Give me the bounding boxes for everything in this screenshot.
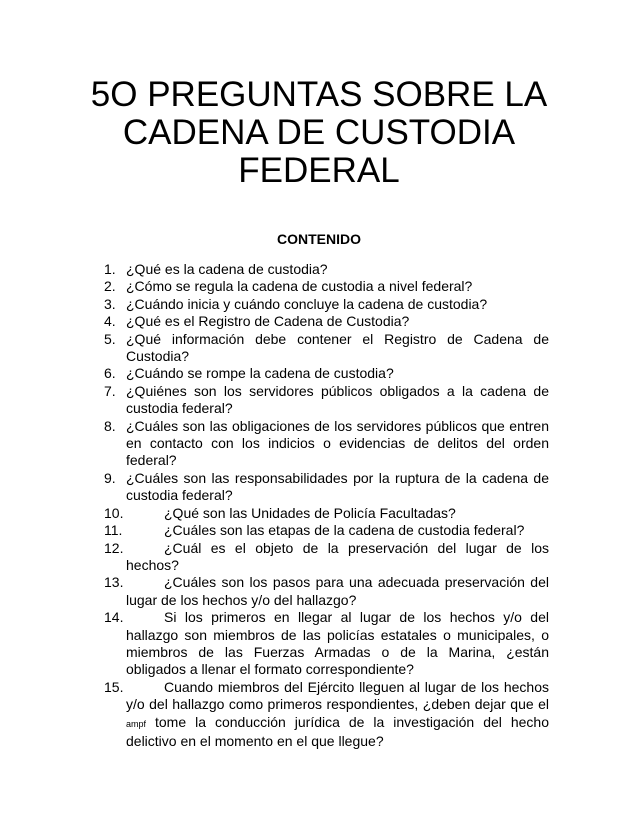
- item-text: Si los primeros en llegar al lugar de los hechos y/o del hallazgo son miembros de las policías estatales o municipales, o miembros de las Fuerzas Armadas o de la Marina, ¿están obligados a llenar el formato correspondiente?: [126, 609, 549, 678]
- item-number: 12.: [104, 539, 124, 556]
- item-number: 3.: [104, 295, 116, 312]
- list-item: [104, 540, 549, 575]
- item-text: ¿Qué son las Unidades de Policía Facultadas?: [164, 504, 456, 521]
- item-text-part: tome la conducción jurídica de la investigación del hecho delictivo en el momento en el que llegue?: [126, 713, 549, 749]
- item-text-part: Cuando miembros del Ejército lleguen al lugar de los hechos y/o del hallazgo como primeros respondientes, ¿deben dejar que el: [126, 678, 549, 713]
- item-text: ¿Cuáles son las responsabilidades por la ruptura de la cadena de custodia federal?: [126, 469, 549, 504]
- list-item: [104, 470, 549, 505]
- item-text: [126, 679, 549, 749]
- item-number: 15.: [104, 678, 124, 695]
- list-item: [104, 313, 549, 330]
- document-title: [60, 76, 578, 190]
- item-text: ¿Cuáles son los pasos para una adecuada preservación del lugar de los hechos y/o del hallazgo?: [126, 574, 549, 608]
- item-number: 9.: [104, 469, 116, 486]
- item-text: ¿Cuáles son las obligaciones de los servidores públicos que entren en contacto con los indicios o evidencias de delitos del orden federal?: [126, 417, 549, 469]
- item-text: ¿Qué es la cadena de custodia?: [126, 261, 328, 277]
- list-item: [104, 278, 549, 295]
- list-item: [104, 383, 549, 418]
- list-item: [104, 296, 549, 313]
- item-number: 11.: [104, 522, 123, 539]
- list-item: [104, 574, 549, 609]
- item-number: 13.: [104, 574, 124, 591]
- item-number: 6.: [104, 365, 116, 382]
- item-number: 5.: [104, 330, 116, 347]
- item-text: ¿Cuándo se rompe la cadena de custodia?: [126, 365, 394, 382]
- item-number: 1.: [104, 261, 116, 277]
- list-item: [104, 418, 549, 470]
- item-text: ¿Qué es el Registro de Cadena de Custodia?: [126, 313, 410, 330]
- item-number: 7.: [104, 382, 116, 399]
- question-list: [104, 261, 549, 750]
- item-text: ¿Cuál es el objeto de la preservación del lugar de los hechos?: [126, 539, 549, 573]
- title-line: CADENA DE CUSTODIA: [122, 113, 516, 152]
- title-line: 5O PREGUNTAS SOBRE LA: [90, 75, 548, 114]
- item-number: 8.: [104, 417, 116, 434]
- list-item: [104, 261, 549, 278]
- item-text: ¿Cuándo inicia y cuándo concluye la cadena de custodia?: [126, 295, 488, 312]
- item-text: ¿Cuáles son las etapas de la cadena de custodia federal?: [164, 522, 525, 539]
- list-item: [104, 365, 549, 382]
- item-text: ¿Qué información debe contener el Registro de Cadena de Custodia?: [126, 330, 549, 365]
- item-text: ¿Cómo se regula la cadena de custodia a nivel federal?: [126, 278, 473, 295]
- list-item: [104, 679, 549, 751]
- abbreviation: ampf: [126, 718, 147, 729]
- list-item: [104, 609, 549, 679]
- item-number: 14.: [104, 609, 124, 626]
- item-text: ¿Quiénes son los servidores públicos obligados a la cadena de custodia federal?: [126, 382, 549, 417]
- title-line: FEDERAL: [238, 151, 400, 190]
- item-number: 2.: [104, 278, 116, 295]
- item-number: 4.: [104, 313, 116, 330]
- list-item: [104, 331, 549, 366]
- list-item: [104, 505, 549, 522]
- list-item: [104, 522, 549, 539]
- item-number: 10.: [104, 504, 124, 521]
- section-heading: CONTENIDO: [277, 231, 361, 247]
